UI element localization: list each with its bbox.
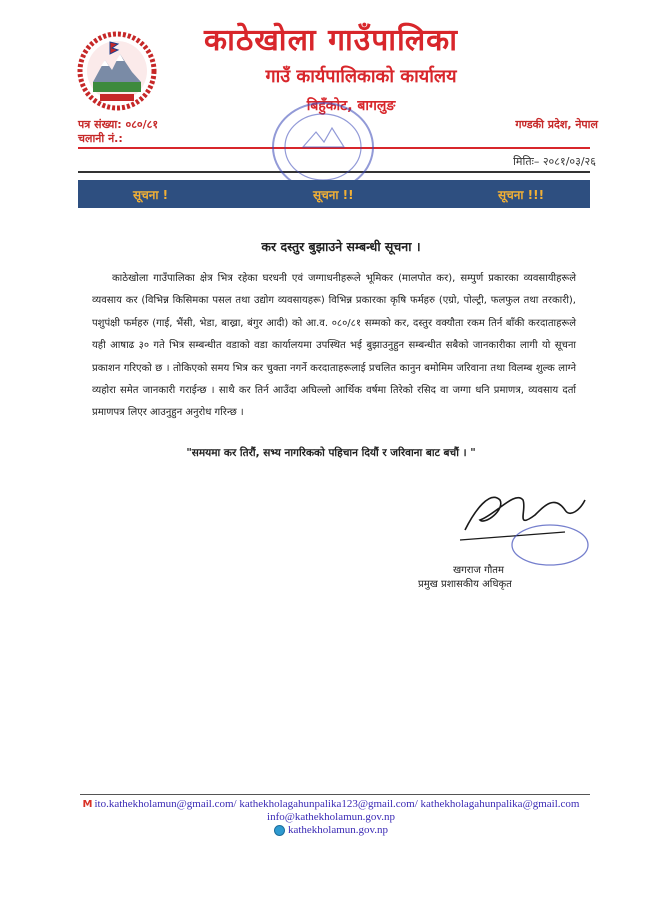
notice-subject: कर दस्तुर बुझाउने सम्बन्धी सूचना । [261, 239, 421, 254]
signatory-designation: प्रमुख प्रशासकीय अधिकृत [418, 579, 512, 590]
globe-icon [274, 825, 285, 836]
reference-number: पत्र संख्या: ०८०/८१ [78, 118, 159, 131]
municipality-title: काठेखोला गाउँपालिका [204, 23, 458, 58]
signatory-name: खगराज गौतम [453, 565, 504, 576]
letter-date: मितिः– २०८१/०३/२६ [513, 155, 596, 168]
dispatch-number: चलानी नं.: [78, 132, 123, 145]
handwritten-signature [445, 470, 595, 570]
notice-banner [78, 180, 590, 208]
footer-emails [0, 798, 662, 810]
notice-label-1: सूचना ! [133, 188, 169, 202]
province-label: गण्डकी प्रदेश, नेपाल [515, 118, 598, 131]
footer-email-list[interactable]: ito.kathekholamun@gmail.com/ kathekholagahunpalika123@gmail.com/ kathekholagahunpalika@gmail.com [94, 798, 580, 810]
notice-label-2: सूचना !! [313, 188, 354, 202]
notice-body: काठेखोला गाउँपालिका क्षेत्र भित्र रहेका घरधनी एवं जग्गाधनीहरूले भूमिकर (मालपोत कर), सम्पुर्ण प्रकारका व्यवसायीहरूले व्यवसाय कर (विभिन्न किसिमका पसल तथा उद्योग व्यवसायहरू) विभिन्न प्रकारका कृषि फर्महरु (एग्रो, पोल्ट्री, फलफुल तथा तरकारी), पशुपंक्षी फर्महरु (गाई, भैंसी, भेडा, बाख्रा, बंगुर आदी) को आ.व. ०८०/८१ सम्मको कर, दस्तुर वक्यौता रकम तिर्न बाँकी करदाताहरूले यही आषाढ ३० गते भित्र सम्बन्धीत वडाको वडा कार्यालयमा उपस्थित भई बुझाउनुहुन सम्बन्धीत सबैको जानकारीका लागी यो सूचना प्रकाशन गरिएको छ । तोकिएको समय भित्र कर चुक्ता नगर्ने करदाताहरूलाई प्रचलित कानुन बमोमिम जरिवाना तथा विलम्ब शुल्क लाग्ने व्यहोरा समेत जानकारी गराईन्छ । साथै कर तिर्न आउँदा अघिल्लो आर्थिक वर्षमा तिरेको रसिद वा जग्गा धनि प्रमाणत्र, व्यवसाय दर्ता प्रमाणपत्र लिएर आउनुहुन अनुरोध गरिन्छ । [92, 273, 576, 419]
notice-label-3: सूचना !!! [498, 188, 545, 202]
office-location: बिहुँकोट, बागलुङ [306, 98, 396, 114]
notice-slogan: "समयमा कर तिरौं, सभ्य नागरिकको पहिचान दियौं र जरिवाना बाट बचौं । " [186, 447, 476, 459]
gmail-icon: M [82, 799, 93, 810]
footer-info-email[interactable]: info@kathekholamun.gov.np [267, 811, 395, 823]
footer-website [0, 824, 662, 836]
office-title: गाउँ कार्यपालिकाको कार्यालय [265, 66, 457, 87]
footer-website-link[interactable]: kathekholamun.gov.np [287, 824, 389, 836]
footer-divider [80, 794, 590, 795]
